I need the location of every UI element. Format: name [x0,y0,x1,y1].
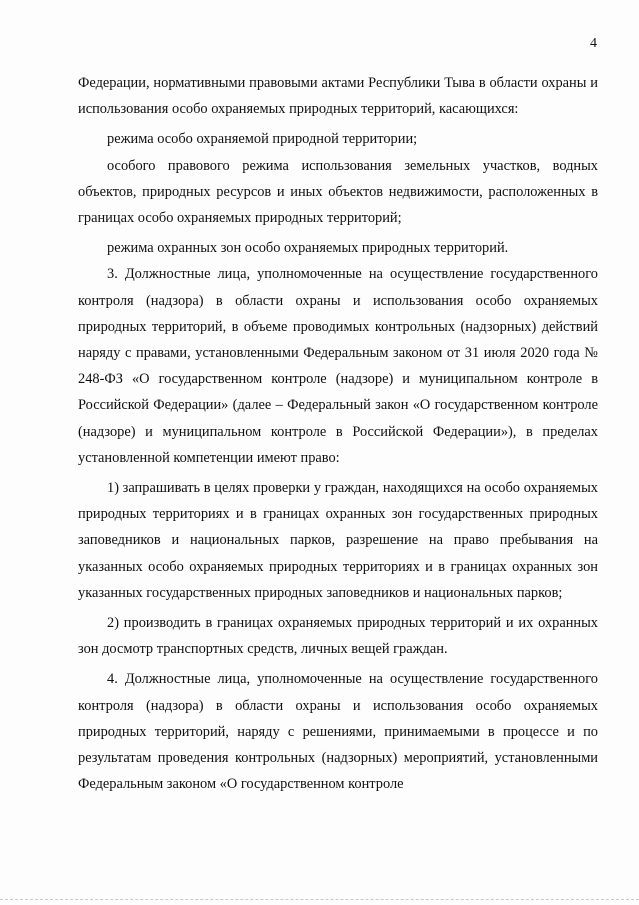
paragraph-regime-territory: режима особо охраняемой природной территории; [107,131,418,148]
document-body [78,70,598,797]
paragraph-item-4: 4. Должностные лица, уполномоченные на осуществление государственного контроля (надзора) в области охраны и использования особо охраняемых природных территорий, наряду с решениями, принимаемыми в процессе и по результатам проведения контрольных (надзорных) мероприятий, установленными Федеральным законом «О государственном контроле [78,671,598,793]
paragraph-protected-zones-regime: режима охранных зон особо охраняемых природных территорий. [107,240,509,257]
page-bottom-edge [0,899,639,901]
paragraph-subitem-1: 1) запрашивать в целях проверки у граждан, находящихся на особо охраняемых природных территориях и в границах охранных зон государственных природных заповедников и национальных парков, разрешение на право пребывания на указанных особо охраняемых природных территориях и в границах охранных зон указанных государственных природных заповедников и национальных парков; [78,480,598,601]
paragraph-continuation: Федерации, нормативными правовыми актами Республики Тыва в области охраны и использования особо охраняемых природных территорий, касающихся: [78,75,598,118]
paragraph-subitem-2: 2) производить в границах охраняемых природных территорий и их охранных зон досмотр транспортных средств, личных вещей граждан. [78,615,598,658]
paragraph-item-3: 3. Должностные лица, уполномоченные на осуществление государственного контроля (надзора) в области охраны и использования особо охраняемых природных территорий, в объеме проводимых контрольных (надзорных) действий наряду с правами, установленными Федеральным законом от 31 июля 2020 года № 248-ФЗ «О государственном контроле (надзоре) и муниципальном контроле в Российской Федерации» (далее – Федеральный закон «О государственном контроле (надзоре) и муниципальном контроле в Российской Федерации»), в пределах установленной компетенции имеют право: [78,266,598,466]
page-number: 4 [590,36,597,51]
paragraph-legal-regime-land: особого правового режима использования земельных участков, водных объектов, природных ресурсов и иных объектов недвижимости, расположенных в границах особо охраняемых природных территорий; [78,157,598,227]
